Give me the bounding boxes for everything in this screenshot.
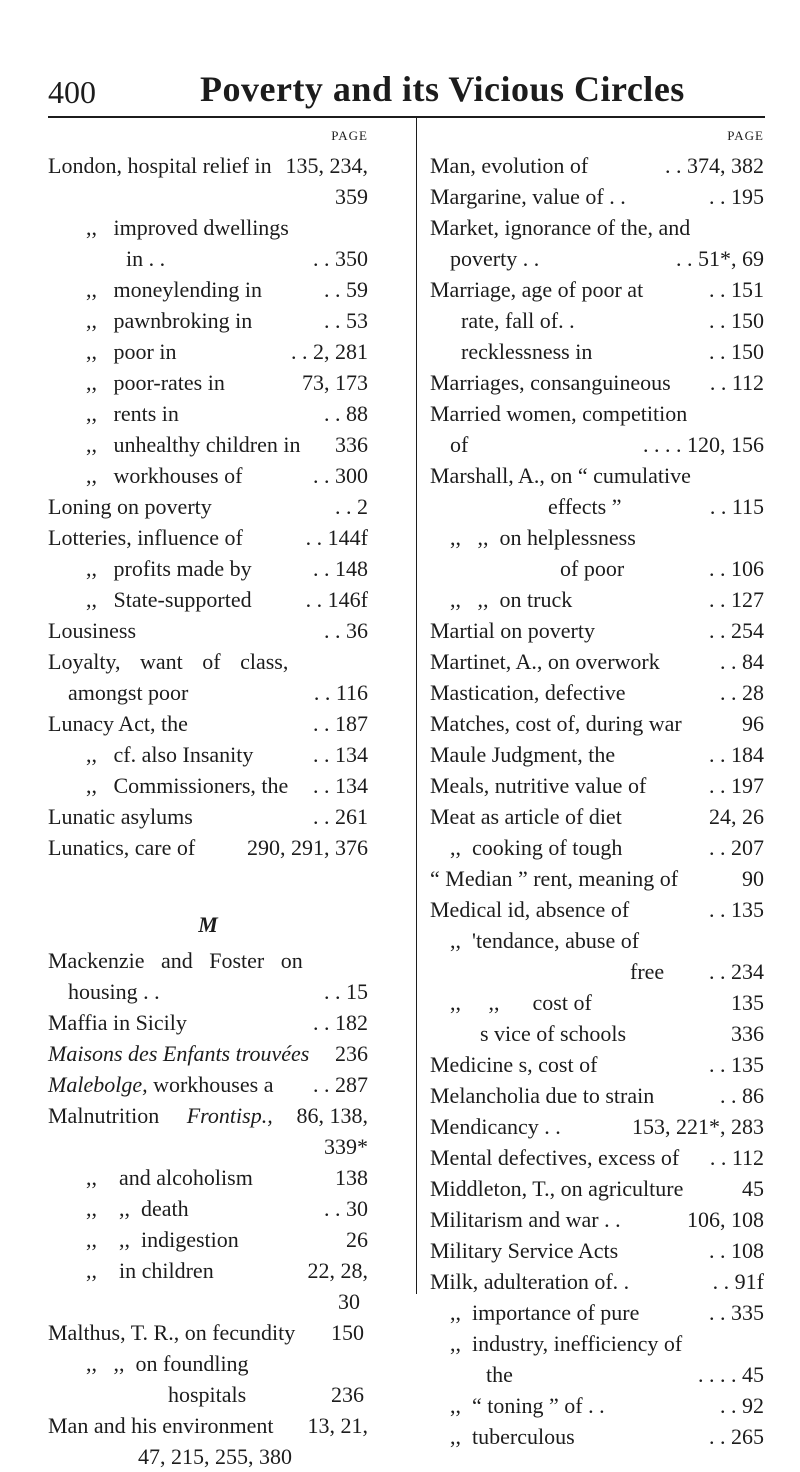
index-entry: Middleton, T., on agriculture 45 [430,1176,764,1201]
index-entry: Matches, cost of, during war 96 [430,711,764,736]
index-entry: Lotteries, influence of . . 144f [48,525,368,550]
header-rule [48,116,765,118]
page-number: 400 [48,74,96,110]
index-entry: ,, Commissioners, the . . 134 [86,773,368,798]
index-entry: Loyalty, want of class, [48,649,289,674]
page-header [0,68,800,118]
index-entry: Man, evolution of . . 374, 382 [430,153,764,178]
index-entry: Mastication, defective . . 28 [430,680,764,705]
index-entry: Married women, competition [430,401,688,426]
running-title: Poverty and its Vicious Circles [200,69,685,109]
index-entry: Malebolge, workhouses a . . 287 [48,1072,368,1097]
index-entry-continuation: the . . . . 45 [486,1362,764,1387]
index-entry-continuation: housing . . . . 15 [68,979,368,1004]
index-entry: recklessness in . . 150 [461,339,764,364]
index-entry-continuation: of poor . . 106 [560,556,764,581]
index-entry-continuation: poverty . . . . 51*, 69 [450,246,764,271]
index-column-left [48,128,368,1472]
index-entry: Marshall, A., on “ cumulative [430,463,691,488]
index-entry: ,, improved dwellings [86,215,289,240]
index-entry: Maisons des Enfants trouvées 236 [48,1041,368,1066]
index-entry-continuation: 339* [324,1134,368,1159]
index-entry: Malnutrition Frontisp., 86, 138, [48,1103,368,1128]
index-entry: ,, in children 22, 28, [86,1258,368,1283]
index-entry: ,, poor-rates in 73, 173 [86,370,368,395]
index-entry: rate, fall of. . . . 150 [461,308,764,333]
index-entry: Military Service Acts . . 108 [430,1238,764,1263]
index-entry-continuation: effects ” . . 115 [548,494,764,519]
index-entry: Medical id, absence of . . 135 [430,897,764,922]
index-entry: ,, tuberculous . . 265 [450,1424,764,1449]
index-entry-continuation: 47, 215, 255, 380 [138,1444,292,1469]
index-entry: Malthus, T. R., on fecundity 150 [48,1320,364,1345]
index-entry: ,, cf. also Insanity . . 134 [86,742,368,767]
index-entry: Martinet, A., on overwork . . 84 [430,649,764,674]
index-entry: ,, State-supported . . 146f [86,587,368,612]
index-entry: Medicine s, cost of . . 135 [430,1052,764,1077]
index-entry: London, hospital relief in 135, 234, [48,153,368,178]
index-entry: Margarine, value of . . . . 195 [430,184,764,209]
page-column-heading: PAGE [331,128,368,143]
index-entry: Militarism and war . . 106, 108 [430,1207,764,1232]
index-entry: Marriage, age of poor at . . 151 [430,277,764,302]
index-entry: Market, ignorance of the, and [430,215,691,240]
index-entry: Mental defectives, excess of . . 112 [430,1145,764,1170]
index-entry: s vice of schools 336 [480,1021,764,1046]
index-entry: Meat as article of diet 24, 26 [430,804,764,829]
index-entry: ,, industry, inefficiency of [450,1331,683,1356]
index-entry-continuation: in . . . . 350 [126,246,368,271]
index-entry: ,, “ toning ” of . . . . 92 [450,1393,764,1418]
index-entry: Milk, adulteration of. . . . 91f [430,1269,764,1294]
section-letter: M [198,912,218,937]
index-entry: ,, poor in . . 2, 281 [86,339,368,364]
index-entry: Martial on poverty . . 254 [430,618,764,643]
index-entry: ,, cooking of tough . . 207 [450,835,764,860]
column-divider [416,118,417,1294]
index-entry: ,, ,, on foundling [86,1351,249,1376]
index-entry: Man and his environment 13, 21, [48,1413,368,1438]
index-entry: ,, ,, on truck . . 127 [450,587,764,612]
index-entry: Lunacy Act, the . . 187 [48,711,368,736]
index-entry: ,, ,, on helplessness [450,525,636,550]
index-entry: ,, importance of pure . . 335 [450,1300,764,1325]
index-entry-continuation: free . . 234 [630,959,764,984]
index-entry-continuation: hospitals 236 [168,1382,364,1407]
index-entry: Mendicancy . . 153, 221*, 283 [430,1114,764,1139]
index-entry: ,, workhouses of . . 300 [86,463,368,488]
index-entry: Loning on poverty . . 2 [48,494,368,519]
index-entry: ,, ,, indigestion 26 [86,1227,368,1252]
index-entry-continuation: of . . . . 120, 156 [450,432,764,457]
index-entry: Lunatic asylums . . 261 [48,804,368,829]
index-entry: Meals, nutritive value of . . 197 [430,773,764,798]
index-entry-continuation: amongst poor . . 116 [68,680,368,705]
index-entry: ,, pawnbroking in . . 53 [86,308,368,333]
index-entry: “ Median ” rent, meaning of 90 [430,866,764,891]
index-entry: ,, ,, cost of 135 [450,990,764,1015]
index-entry: Mackenzie and Foster on [48,948,303,973]
index-entry: ,, 'tendance, abuse of [450,928,640,953]
index-entry: ,, ,, death . . 30 [86,1196,368,1221]
page-column-heading: PAGE [727,128,764,143]
index-entry: Marriages, consanguineous . . 112 [430,370,764,395]
index-entry-continuation: 30 [338,1289,360,1314]
index-entry: Lousiness . . 36 [48,618,368,643]
index-entry-continuation: 359 [335,184,368,209]
index-entry: ,, moneylending in . . 59 [86,277,368,302]
index-entry: ,, and alcoholism 138 [86,1165,368,1190]
index-entry: ,, rents in . . 88 [86,401,368,426]
index-entry: Melancholia due to strain . . 86 [430,1083,764,1108]
index-column-right [430,128,764,1452]
index-entry: ,, profits made by . . 148 [86,556,368,581]
index-entry: ,, unhealthy children in 336 [86,432,368,457]
index-entry: Maule Judgment, the . . 184 [430,742,764,767]
index-entry: Maffia in Sicily . . 182 [48,1010,368,1035]
index-entry: Lunatics, care of 290, 291, 376 [48,835,368,860]
